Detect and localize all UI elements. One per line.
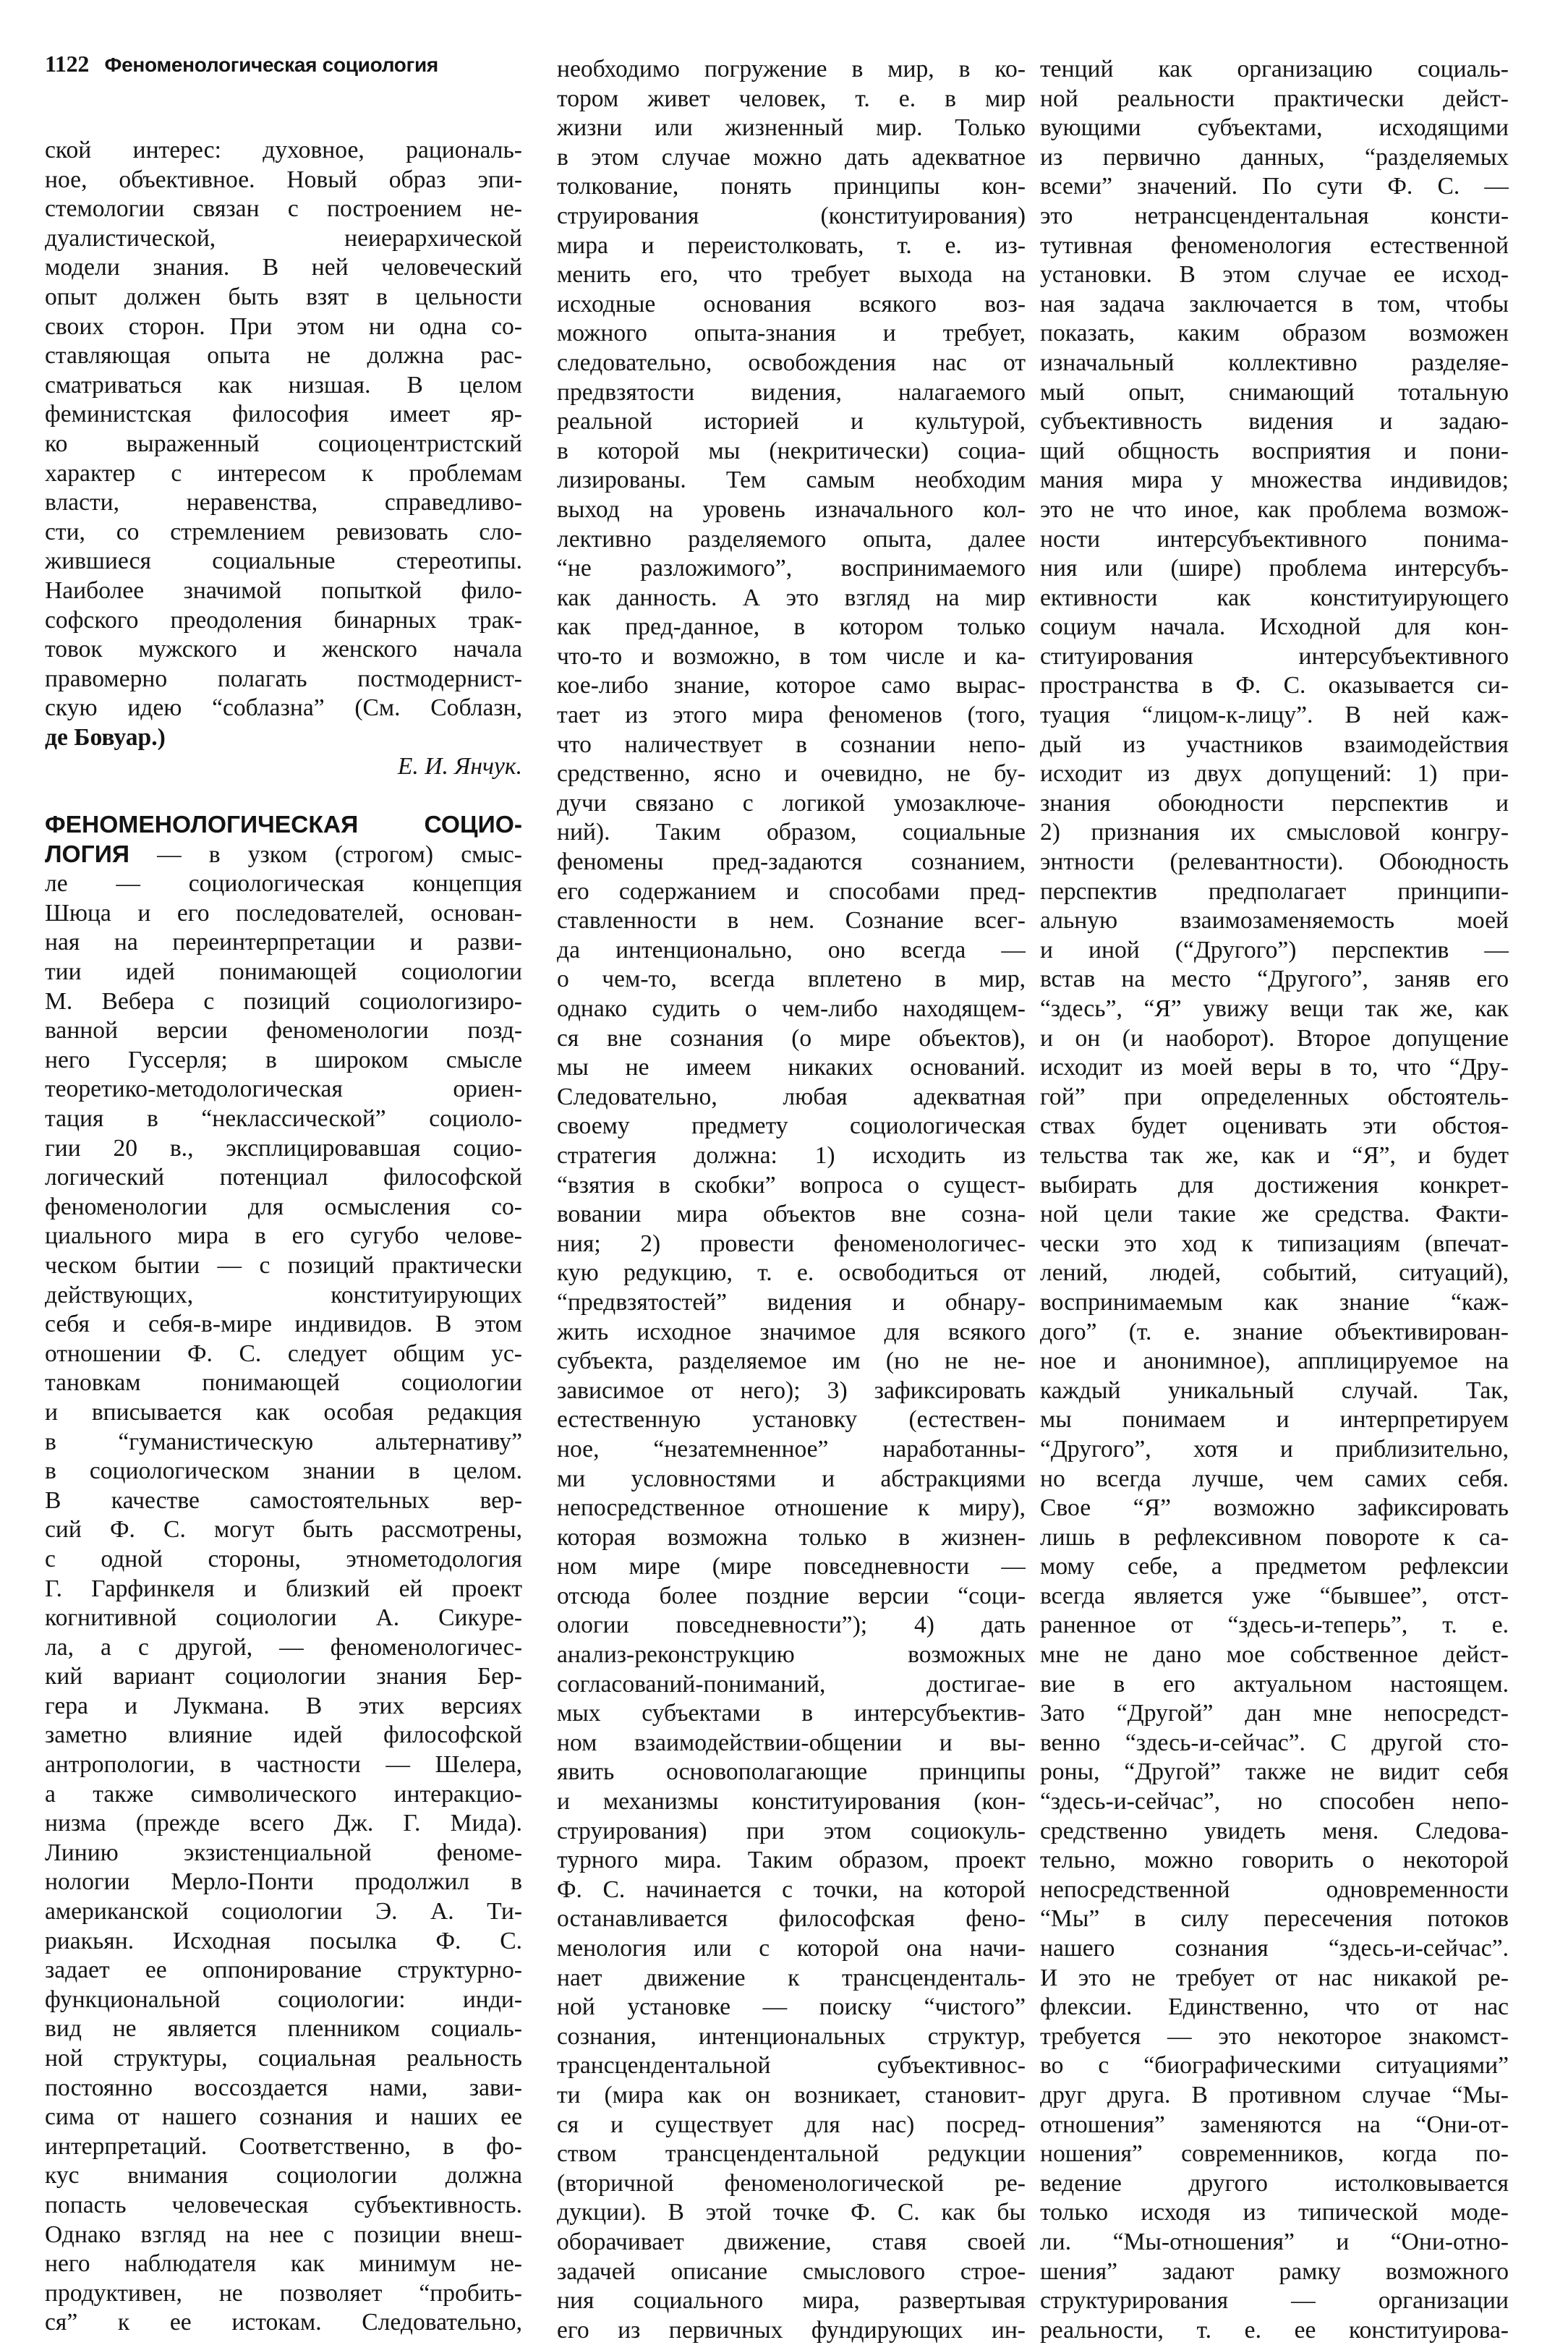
text-line: ния социального мира, развертывая	[557, 2287, 1026, 2315]
text-line: ной структуры, социальная реальность	[45, 2045, 522, 2072]
text-line: оборачивает движение, ставя своей	[557, 2228, 1026, 2255]
text-line: нает движение к трансценденталь-	[557, 1964, 1026, 1991]
text-line: нологии Мерло-Понти продолжил в	[45, 1868, 522, 1896]
text-line: непосредственное отношение к миру),	[557, 1494, 1026, 1522]
text-line: тает из этого мира феноменов (того,	[557, 702, 1026, 729]
text-line: венно “здесь-и-сейчас”. С другой сто-	[1040, 1729, 1509, 1756]
text-line: воспринимаемым как знание “каж-	[1040, 1288, 1509, 1316]
text-line: американской социологии Э. А. Ти-	[45, 1898, 522, 1925]
text-line: ституирования интерсубъективного	[1040, 642, 1509, 670]
running-title: Феноменологическая социология	[104, 54, 438, 76]
text-line: феминистская философия имеет яр-	[45, 401, 522, 428]
text-line: действующих, конституирующих	[45, 1281, 522, 1308]
text-line: ний). Таким образом, социальные	[557, 819, 1026, 846]
text-line: только исходя из типической моде-	[1040, 2199, 1509, 2226]
text-line: как пред-данное, в котором только	[557, 613, 1026, 641]
text-line: ством трансцендентальной редукции	[557, 2140, 1026, 2168]
text-line: и механизмы конституирования (кон-	[557, 1788, 1026, 1816]
text-line: это не что иное, как проблема возмож-	[1040, 495, 1509, 523]
text-line: ношения” современников, когда по-	[1040, 2140, 1509, 2168]
text-line: тельно, можно говорить о некоторой	[1040, 1847, 1509, 1874]
text-line: М. Вебера с позиций социологизиро-	[45, 987, 522, 1015]
text-line: дый из участников взаимодействия	[1040, 731, 1509, 758]
previous-entry-text	[45, 136, 522, 723]
text-line: с одной стороны, этнометодология	[45, 1545, 522, 1572]
text-line: когнитивной социологии А. Сикуре-	[45, 1604, 522, 1632]
text-line: ния или (шире) проблема интерсубъ-	[1040, 555, 1509, 582]
text-line: сий Ф. С. могут быть рассмотрены,	[45, 1516, 522, 1544]
text-line: ти (мира как он возникает, становит-	[557, 2081, 1026, 2108]
text-line: однако судить о чем-либо находящем-	[557, 995, 1026, 1022]
text-line: следовательно, освобождения нас от	[557, 349, 1026, 376]
text-line: задает ее оппонирование структурно-	[45, 1957, 522, 1984]
text-line: останавливается философская фено-	[557, 1905, 1026, 1933]
text-line: жившиеся социальные стереотипы.	[45, 548, 522, 575]
text-line: исходит из моей веры в то, что “Дру-	[1040, 1054, 1509, 1081]
text-line: сматриваться как низшая. В целом	[45, 371, 522, 399]
text-line: в социологическом знании в целом.	[45, 1457, 522, 1485]
text-line: (вторичной феноменологической ре-	[557, 2169, 1026, 2197]
text-line: альную взаимозаменяемость моей	[1040, 907, 1509, 935]
text-line: Зато “Другой” дан мне непосредст-	[1040, 1700, 1509, 1727]
text-line: Шюца и его последователей, основан-	[45, 899, 522, 927]
text-line: анализ-реконструкцию возможных	[557, 1641, 1026, 1669]
text-line: ное, объективное. Новый образ эпи-	[45, 166, 522, 193]
text-line: тановкам понимающей социологии	[45, 1369, 522, 1397]
text-line: тельства так же, как и “Я”, и будет	[1040, 1141, 1509, 1169]
entry-definition-start: — в узком (строгом) смыс-	[129, 840, 522, 868]
text-line: Следовательно, любая адекватная	[557, 1083, 1026, 1110]
text-line: правомерно полагать постмодернист-	[45, 665, 522, 692]
entry-separator	[45, 782, 522, 811]
text-line: ной цели такие же средства. Факти-	[1040, 1201, 1509, 1228]
text-line: турного мира. Таким образом, проект	[557, 1847, 1026, 1874]
text-line: трансцендентальной субъективнос-	[557, 2052, 1026, 2080]
text-line: риакьян. Исходная посылка Ф. С.	[45, 1927, 522, 1954]
text-line: зависимое от него); 3) зафиксировать	[557, 1376, 1026, 1404]
text-line: а также символического интеракцио-	[45, 1780, 522, 1808]
text-line: лективно разделяемого опыта, далее	[557, 525, 1026, 553]
text-line: пространства в Ф. С. оказывается си-	[1040, 672, 1509, 699]
text-line: установки. В этом случае ее исход-	[1040, 261, 1509, 289]
text-line: необходимо погружение в мир, в ко-	[557, 56, 1026, 82]
entry-title-line	[45, 840, 522, 870]
text-line: Свое “Я” возможно зафиксировать	[1040, 1494, 1509, 1522]
text-line: циального мира в его сугубо челове-	[45, 1222, 522, 1250]
column-1	[45, 136, 522, 2338]
text-line: друг друга. В противном случае “Мы-	[1040, 2081, 1509, 2108]
text-line: мых субъектами в интерсубъектив-	[557, 1700, 1026, 1727]
text-line: сима от нашего сознания и наших ее	[45, 2103, 522, 2131]
text-line: “Мы” в силу пересечения потоков	[1040, 1905, 1509, 1933]
text-line: де Бовуар.)	[45, 723, 166, 751]
text-line: в которой мы (некритически) социа-	[557, 437, 1026, 464]
text-line: дукции). В этой точке Ф. С. как бы	[557, 2199, 1026, 2226]
text-line: В качестве самостоятельных вер-	[45, 1486, 522, 1514]
text-line: ное и анонимное), апплицируемое на	[1040, 1348, 1509, 1375]
column-2-text	[557, 55, 1026, 2345]
text-line: ности интерсубъективного понима-	[1040, 525, 1509, 553]
text-line: в этом случае можно дать адекватное	[557, 143, 1026, 171]
text-line: менология или с которой она начи-	[557, 1935, 1026, 1962]
text-line: И это не требует от нас никакой ре-	[1040, 1964, 1509, 1991]
text-line: тии идей понимающей социологии	[45, 958, 522, 986]
text-line: реальной историей и культурой,	[557, 408, 1026, 435]
text-line: о чем-то, всегда вплетено в мир,	[557, 966, 1026, 993]
text-line: туация “лицом-к-лицу”. В ней каж-	[1040, 702, 1509, 729]
text-line: и он (и наоборот). Второе допущение	[1040, 1024, 1509, 1052]
text-line: отношения” заменяются на “Они-от-	[1040, 2111, 1509, 2138]
text-line: опыт должен быть взят в цельности	[45, 283, 522, 310]
text-line: как данность. А это взгляд на мир	[557, 584, 1026, 611]
text-line: кус внимания социологии должна	[45, 2162, 522, 2189]
text-line: тутивная феноменология естественной	[1040, 231, 1509, 259]
text-line: выбирать для достижения конкрет-	[1040, 1171, 1509, 1199]
text-line: щий общность восприятия и пони-	[1040, 437, 1509, 464]
text-line: лений, людей, событий, ситуаций),	[1040, 1259, 1509, 1287]
text-line: ставляющая опыта не должна рас-	[45, 342, 522, 370]
text-line: субъективность видения и задаю-	[1040, 408, 1509, 435]
text-line: вовании мира объектов вне созна-	[557, 1201, 1026, 1228]
text-line: теоретико-методологическая ориен-	[45, 1076, 522, 1103]
text-line: попасть человеческая субъективность.	[45, 2191, 522, 2218]
text-line: встав на место “Другого”, заняв его	[1040, 966, 1509, 993]
text-line: ной установке — поиску “чистого”	[557, 1993, 1026, 2021]
text-line: стратегия должна: 1) исходить из	[557, 1141, 1026, 1169]
text-line: шения” задают рамку возможного	[1040, 2257, 1509, 2285]
text-line: менить его, что требует выхода на	[557, 261, 1026, 289]
text-line: ли. “Мы-отношения” и “Они-отно-	[1040, 2228, 1509, 2255]
text-line: его содержанием и способами пред-	[557, 877, 1026, 905]
text-line: ской интерес: духовное, рациональ-	[45, 137, 522, 163]
text-line: Линию экзистенциальной феноме-	[45, 1839, 522, 1866]
text-line: заметно влияние идей философской	[45, 1721, 522, 1749]
text-line: флексии. Единственно, что от нас	[1040, 1993, 1509, 2021]
text-line: 2) признания их смысловой конгру-	[1040, 819, 1509, 846]
text-line: отношении Ф. С. следует общим ус-	[45, 1340, 522, 1367]
text-line: него наблюдателя как минимум не-	[45, 2250, 522, 2278]
text-line: чески это ход к типизациям (впечат-	[1040, 1230, 1509, 1257]
text-line: ле — социологическая концепция	[45, 870, 522, 898]
text-line: всегда является уже “бывшее”, отст-	[1040, 1582, 1509, 1609]
text-line: Г. Гарфинкеля и близкий ей проект	[45, 1575, 522, 1602]
text-line: “не разложимого”, воспринимаемого	[557, 555, 1026, 582]
text-line: толкование, понять принципы кон-	[557, 173, 1026, 200]
text-line: скую идею “соблазна” (См. Соблазн,	[45, 694, 522, 722]
entry-body	[45, 869, 522, 2338]
text-line: сознания, интенциональных структур,	[557, 2022, 1026, 2050]
text-line: дучи связано с логикой умозаключе-	[557, 789, 1026, 817]
text-line: жизни или жизненный мир. Только	[557, 114, 1026, 142]
text-line: ведение другого истолковывается	[1040, 2169, 1509, 2197]
text-line: мому себе, а предметом рефлексии	[1040, 1553, 1509, 1580]
text-line: можного опыта-знания и требует,	[557, 320, 1026, 347]
text-line: низма (прежде всего Дж. Г. Мида).	[45, 1810, 522, 1837]
text-line: ся и существует для нас) посред-	[557, 2111, 1026, 2138]
text-line: стемологии связан с построением не-	[45, 195, 522, 223]
text-line: перспектив предполагает принципи-	[1040, 877, 1509, 905]
text-line: роны, “Другой” также не видит себя	[1040, 1758, 1509, 1786]
text-line: исходит из двух допущений: 1) при-	[1040, 760, 1509, 788]
column-3-text	[1040, 55, 1509, 2345]
text-line: ологии повседневности”); 4) дать	[557, 1612, 1026, 1639]
text-line: его из первичных фундирующих ин-	[557, 2316, 1026, 2344]
text-line: всеми” значений. По сути Ф. С. —	[1040, 173, 1509, 200]
text-line: изначальный коллективно разделяе-	[1040, 349, 1509, 376]
text-line: согласований-пониманий, достигае-	[557, 1670, 1026, 1698]
text-line: задачей описание смыслового строе-	[557, 2257, 1026, 2285]
text-line: ставленности в нем. Сознание всег-	[557, 907, 1026, 935]
text-line: средственно, ясно и очевидно, не бу-	[557, 760, 1026, 788]
text-line: ми условностями и абстракциями	[557, 1465, 1026, 1492]
text-line: кую редукцию, т. е. освободиться от	[557, 1259, 1026, 1287]
text-line: тором живет человек, т. е. в мир	[557, 85, 1026, 112]
entry-author: Е. И. Янчук.	[397, 753, 522, 780]
text-line: предвзятости видения, налагаемого	[557, 378, 1026, 406]
text-line: мы не имеем никаких оснований.	[557, 1054, 1026, 1081]
text-line: вид не является пленником социаль-	[45, 2015, 522, 2043]
text-line: кий вариант социологии знания Бер-	[45, 1663, 522, 1690]
text-line: ся вне сознания (о мире объектов),	[557, 1024, 1026, 1052]
text-line: да интенционально, оно всегда —	[557, 936, 1026, 963]
text-line: энтности (релевантности). Обоюдность	[1040, 848, 1509, 876]
text-line: “предвзятостей” видения и обнару-	[557, 1288, 1026, 1316]
text-line: ное, “незатемненное” наработанны-	[557, 1435, 1026, 1463]
text-line: средственно увидеть меня. Следова-	[1040, 1817, 1509, 1844]
text-line: социум начала. Исходной для кон-	[1040, 613, 1509, 641]
text-line: которая возможна только в жизнен-	[557, 1523, 1026, 1551]
text-line: логический потенциал философской	[45, 1164, 522, 1191]
text-line: ном взаимодействии-общении и вы-	[557, 1729, 1026, 1756]
text-line: мый опыт, снимающий тотальную	[1040, 378, 1509, 406]
text-line: лишь в рефлексивном повороте к са-	[1040, 1523, 1509, 1551]
text-line: реальности, т. е. ее конституирова-	[1040, 2316, 1509, 2344]
text-line: в “гуманистическую альтернативу”	[45, 1428, 522, 1455]
text-line: кое-либо знание, которое само вырас-	[557, 672, 1026, 699]
text-line: что наличествует в сознании непо-	[557, 731, 1026, 758]
text-line: и вписывается как особая редакция	[45, 1398, 522, 1426]
text-line: гера и Лукмана. В этих версиях	[45, 1692, 522, 1719]
text-line: явить основополагающие принципы	[557, 1758, 1026, 1786]
text-line: отсюда более поздние версии “соци-	[557, 1582, 1026, 1609]
text-line: субъекта, разделяемое им (но не не-	[557, 1348, 1026, 1375]
text-line: гии 20 в., эксплицировавшая социо-	[45, 1134, 522, 1162]
text-line: характер с интересом к проблемам	[45, 459, 522, 487]
entry-title: ФЕНОМЕНОЛОГИЧЕСКАЯ СОЦИО-	[45, 812, 522, 839]
text-line: Наиболее значимой попыткой фило-	[45, 576, 522, 604]
text-line: показать, каким образом возможен	[1040, 320, 1509, 347]
text-line: “здесь-и-сейчас”, но способен непо-	[1040, 1788, 1509, 1816]
text-line: товок мужского и женского начала	[45, 636, 522, 663]
text-line: и иной (“Другого”) перспектив —	[1040, 936, 1509, 963]
text-line: Ф. С. начинается с точки, на которой	[557, 1876, 1026, 1903]
text-line: модели знания. В ней человеческий	[45, 254, 522, 281]
text-line: ко выраженный социоцентристский	[45, 430, 522, 457]
text-line: Однако взгляд на нее с позиции внеш-	[45, 2221, 522, 2248]
text-line: тенций как организацию социаль-	[1040, 56, 1509, 82]
text-line: струирования (конституирования)	[557, 202, 1026, 229]
text-line: ная задача заключается в том, чтобы	[1040, 290, 1509, 318]
text-line: во с “биографическими ситуациями”	[1040, 2052, 1509, 2080]
text-line: ванной версии феноменологии позд-	[45, 1017, 522, 1044]
running-header	[45, 51, 522, 77]
text-line: гой” при определенных обстоятель-	[1040, 1083, 1509, 1110]
text-line: “здесь”, “Я” увижу вещи так же, как	[1040, 995, 1509, 1022]
text-line: “Другого”, хотя и приблизительно,	[1040, 1435, 1509, 1463]
text-line: это нетрансцендентальная консти-	[1040, 202, 1509, 229]
text-line: ной реальности практически дейст-	[1040, 85, 1509, 112]
column-2	[557, 55, 1026, 2345]
text-line: функциональной социологии: инди-	[45, 1986, 522, 2013]
text-line: лизированы. Тем самым необходим	[557, 467, 1026, 494]
text-line: каждый уникальный случай. Так,	[1040, 1376, 1509, 1404]
text-line: раненное от “здесь-и-теперь”, т. е.	[1040, 1612, 1509, 1639]
text-line: струирования) при этом социокуль-	[557, 1817, 1026, 1844]
text-line: но всегда лучше, чем самих себя.	[1040, 1465, 1509, 1492]
text-line: ческом бытии — с позиций практически	[45, 1251, 522, 1279]
text-line: жить исходное значимое для всякого	[557, 1318, 1026, 1345]
text-line: феномены пред-задаются сознанием,	[557, 848, 1026, 876]
text-line: ная на переинтерпретации и разви-	[45, 929, 522, 956]
page-number: 1122	[45, 51, 90, 77]
text-line: власти, неравенства, справедливо-	[45, 489, 522, 516]
text-line: софского преодоления бинарных трак-	[45, 606, 522, 634]
text-line: непосредственной одновременности	[1040, 1876, 1509, 1903]
text-line: исходные основания всякого воз-	[557, 290, 1026, 318]
text-line: дуалистической, неиерархической	[45, 224, 522, 252]
entry-title-continued: ЛОГИЯ	[45, 840, 129, 868]
text-line: требуется — это некоторое знакомст-	[1040, 2022, 1509, 2050]
text-line: мания мира у множества индивидов;	[1040, 467, 1509, 494]
column-3	[1040, 55, 1509, 2345]
text-line: вие в его актуальном настоящем.	[1040, 1670, 1509, 1698]
text-line: естественную установку (естествен-	[557, 1406, 1026, 1434]
text-line: интерпретаций. Соответственно, в фо-	[45, 2132, 522, 2160]
text-line: мира и переистолковать, т. е. из-	[557, 231, 1026, 259]
text-line: ся” к ее истокам. Следовательно,	[45, 2309, 522, 2336]
text-line: что-то и возможно, в том числе и ка-	[557, 642, 1026, 670]
text-line: ствах будет оценивать эти обстоя-	[1040, 1112, 1509, 1140]
text-line: вующими субъектами, исходящими	[1040, 114, 1509, 142]
text-line: мы понимаем и интерпретируем	[1040, 1406, 1509, 1434]
text-line: антропологии, в частности — Шелера,	[45, 1751, 522, 1779]
text-line: ективности как конституирующего	[1040, 584, 1509, 611]
text-line: ном мире (мире повседневности —	[557, 1553, 1026, 1580]
text-line: структурирования — организации	[1040, 2287, 1509, 2315]
text-line: из первично данных, “разделяемых	[1040, 143, 1509, 171]
text-line: своему предмету социологическая	[557, 1112, 1026, 1140]
text-line: выход на уровень изначального кол-	[557, 495, 1026, 523]
text-line: “взятия в скобки” вопроса о сущест-	[557, 1171, 1026, 1199]
entry-title-line	[45, 811, 522, 840]
text-line: дого” (т. е. знание объективирован-	[1040, 1318, 1509, 1345]
text-line: нашего сознания “здесь-и-сейчас”.	[1040, 1935, 1509, 1962]
text-line: себя и себя-в-мире индивидов. В этом	[45, 1311, 522, 1338]
text-line: мне не дано мое собственное дейст-	[1040, 1641, 1509, 1669]
text-line: знания обоюдности перспектив и	[1040, 789, 1509, 817]
text-line: постоянно воссоздается нами, зави-	[45, 2074, 522, 2101]
text-line: продуктивен, не позволяет “пробить-	[45, 2279, 522, 2307]
text-line: своих сторон. При этом ни одна со-	[45, 312, 522, 340]
text-line: него Гуссерля; в широком смысле	[45, 1046, 522, 1073]
text-line: феноменологии для осмысления со-	[45, 1193, 522, 1220]
text-line: ла, а с другой, — феноменологичес-	[45, 1633, 522, 1661]
text-line: ния; 2) провести феноменологичес-	[557, 1230, 1026, 1257]
text-line: тация в “неклассической” социоло-	[45, 1105, 522, 1132]
text-line: сти, со стремлением ревизовать сло-	[45, 518, 522, 545]
